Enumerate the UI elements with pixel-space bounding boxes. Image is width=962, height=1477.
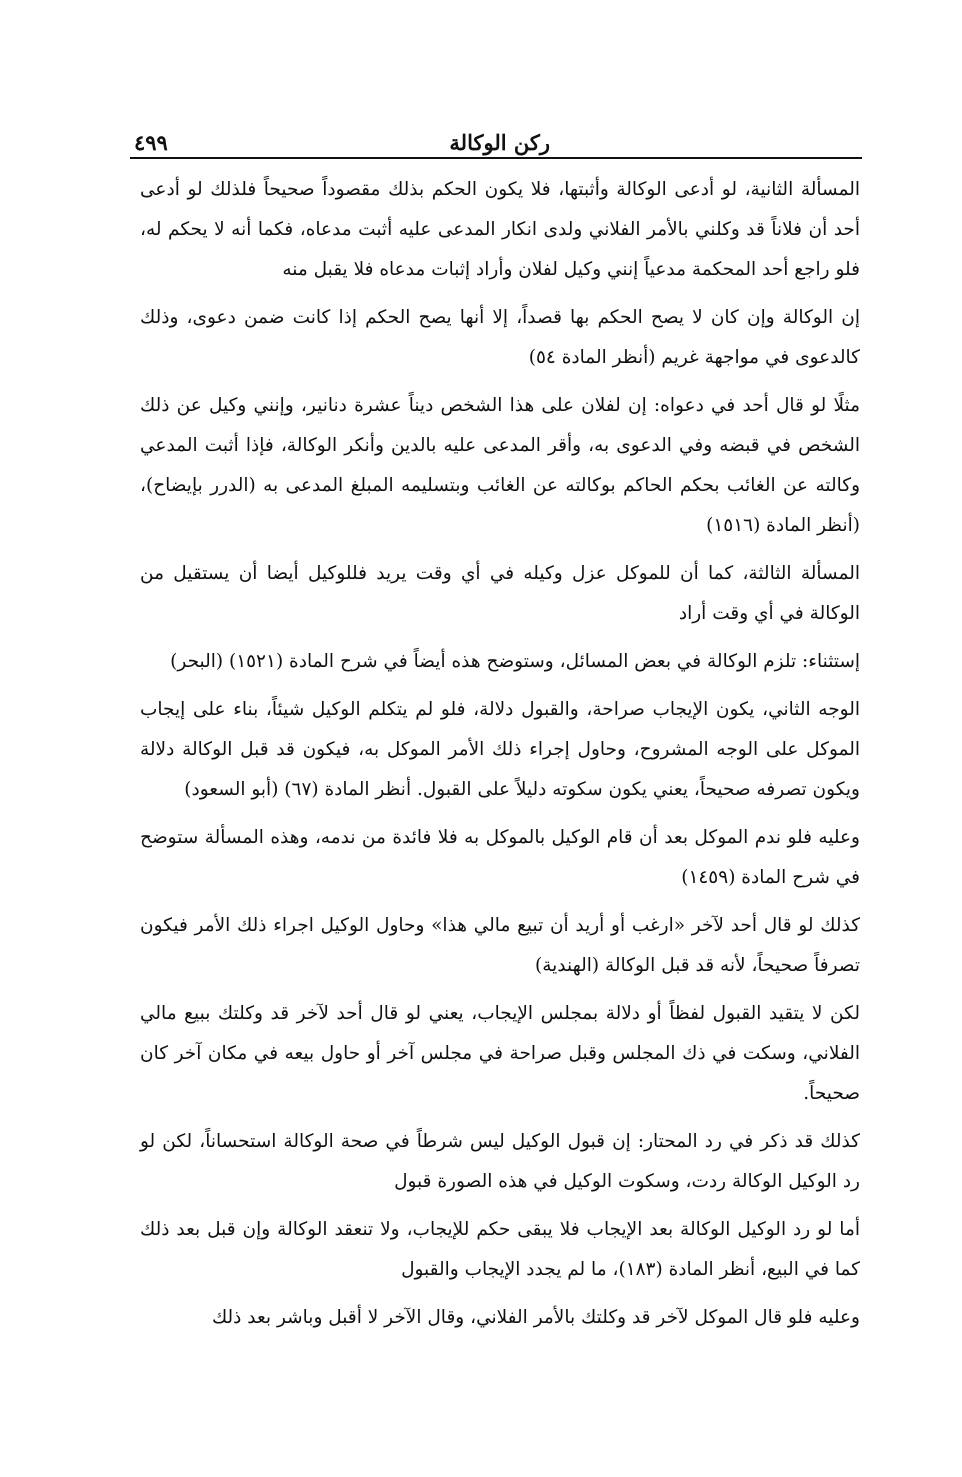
paragraph: أما لو رد الوكيل الوكالة بعد الإيجاب فلا يبقى حكم للإيجاب، ولا تنعقد الوكالة وإن قبل بعد ذلك كما في البيع، أنظر المادة (١٨٣)، ما لم يجدد الإيجاب والقبول — [140, 1219, 860, 1280]
paragraph: إن الوكالة وإن كان لا يصح الحكم بها قصداً، إلا أنها يصح الحكم إذا كانت ضمن دعوى، وذلك كالدعوى في مواجهة غريم (أنظر المادة ٥٤) — [140, 307, 860, 368]
paragraph: وعليه فلو قال الموكل لآخر قد وكلتك بالأمر الفلاني، وقال الآخر لا أقبل وباشر بعد ذلك — [211, 1307, 860, 1328]
header-rule — [130, 157, 862, 159]
paragraph: المسألة الثالثة، كما أن للموكل عزل وكيله في أي وقت يريد فللوكيل أيضا أن يستقيل من الوكالة في أي وقت أراد — [140, 563, 860, 624]
paragraph: كذلك لو قال أحد لآخر «ارغب أو أريد أن تبيع مالي هذا» وحاول الوكيل اجراء ذلك الأمر فيكون تصرفاً صحيحاً، لأنه قد قبل الوكالة (الهندية) — [140, 915, 860, 976]
paragraph: المسألة الثانية، لو أدعى الوكالة وأثبتها، فلا يكون الحكم بذلك مقصوداً صحيحاً فلذلك لو أدعى أحد أن فلاناً قد وكلني بالأمر الفلاني ولدى انكار المدعى عليه أثبت مدعاه، فكما أنه لا يحكم له، فلو راجع أحد المحكمة مدعياً إنني وكيل لفلان وأراد إثبات مدعاه فلا يقبل منه — [140, 179, 860, 280]
paragraph: لكن لا يتقيد القبول لفظاً أو دلالة بمجلس الإيجاب، يعني لو قال أحد لآخر قد وكلتك ببيع مالي الفلاني، وسكت في ذك المجلس وقبل صراحة في مجلس آخر أو حاول بيعه في مكان آخر كان صحيحاً. — [140, 1003, 860, 1104]
page-number: ٤٩٩ — [134, 130, 168, 155]
page-header — [130, 128, 862, 158]
paragraph: إستثناء: تلزم الوكالة في بعض المسائل، وستوضح هذه أيضاً في شرح المادة (١٥٢١) (البحر) — [170, 651, 860, 672]
paragraph: كذلك قد ذكر في رد المحتار: إن قبول الوكيل ليس شرطاً في صحة الوكالة استحساناً، لكن لو رد الوكيل الوكالة ردت، وسكوت الوكيل في هذه الصورة قبول — [140, 1131, 860, 1192]
body-text — [140, 170, 860, 1346]
paragraph: وعليه فلو ندم الموكل بعد أن قام الوكيل بالموكل به فلا فائدة من ندمه، وهذه المسألة ستوضح في شرح المادة (١٤٥٩) — [140, 827, 860, 888]
running-title: ركن الوكالة — [449, 130, 550, 155]
paragraph: الوجه الثاني، يكون الإيجاب صراحة، والقبول دلالة، فلو لم يتكلم الوكيل شيئاً، بناء على إيجاب الموكل على الوجه المشروح، وحاول إجراء ذلك الأمر الموكل به، فيكون قد قبل الوكالة دلالة ويكون تصرفه صحيحاً، يعني يكون سكوته دليلاً على القبول. أنظر المادة (٦٧) (أبو السعود) — [140, 699, 860, 800]
paragraph: مثلًا لو قال أحد في دعواه: إن لفلان على هذا الشخص ديناً عشرة دنانير، وإنني وكيل عن ذلك الشخص في قبضه وفي الدعوى به، وأقر المدعى عليه بالدين وأنكر الوكالة، فإذا أثبت المدعي وكالته عن الغائب بحكم الحاكم بوكالته عن الغائب وبتسليمه المبلغ المدعى به (الدرر بإيضاح)، (أنظر المادة (١٥١٦) — [140, 395, 860, 536]
